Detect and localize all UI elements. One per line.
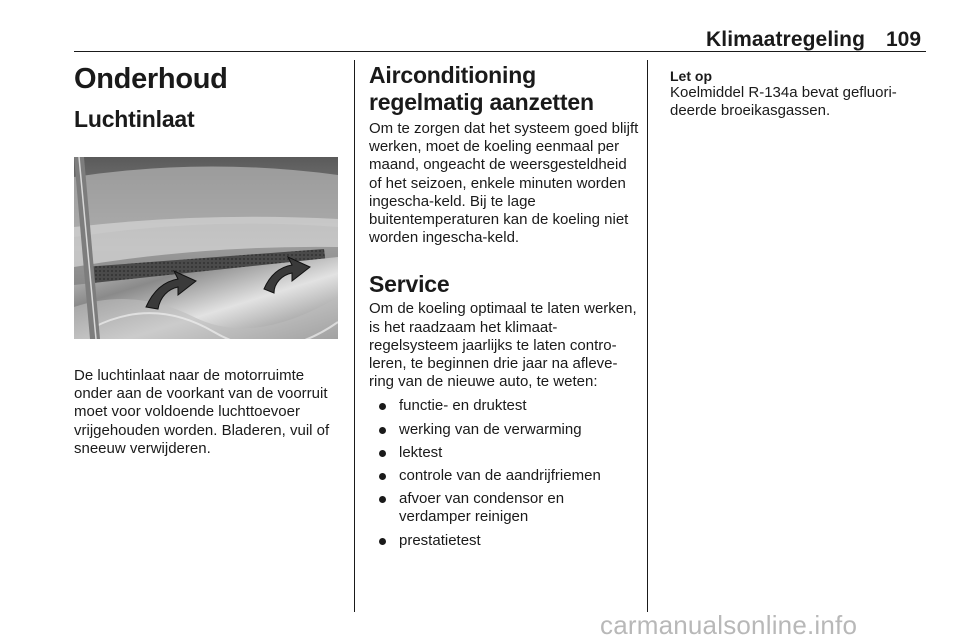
list-item: prestatietest [369,532,639,550]
list-item: afvoer van condensor en verdamper reinigen [369,490,639,526]
list-item: lektest [369,444,639,462]
watermark: carmanualsonline.info [600,610,858,640]
column-middle [369,62,639,555]
bullet-icon [379,538,386,545]
list-item: werking van de verwarming [369,421,639,439]
column-divider [647,60,648,612]
note-heading: Let op [670,68,712,84]
air-inlet-photo [74,157,338,339]
bullet-icon [379,496,386,503]
section-heading: Airconditioning regelmatig aanzetten [369,62,594,115]
subsection-heading: Luchtinlaat [74,106,195,132]
list-item: functie- en druktest [369,397,639,415]
page-number: 109 [886,28,922,51]
service-heading: Service [369,271,450,298]
bullet-icon [379,427,386,434]
section-heading: Onderhoud [74,63,228,95]
header-rule [74,51,926,52]
body-paragraph: Om te zorgen dat het systeem goed blijft werken, moet de koeling eenmaal per maand, ongeacht de weersgesteldheid of het seizoen, enkele minuten worden ingescha-keld. Bij te lage buitentemperaturen kan de koeling niet worden ingescha-keld. [369,120,639,247]
bullet-icon [379,403,386,410]
column-left [74,62,346,458]
column-right [670,68,926,120]
bullet-icon [379,473,386,480]
service-checklist [369,397,639,549]
column-divider [354,60,355,612]
bullet-icon [379,450,386,457]
list-item: controle van de aandrijfriemen [369,467,639,485]
page-header-title: Klimaatregeling [706,28,866,51]
note-text: Koelmiddel R-134a bevat gefluori-deerde broeikasgassen. [670,84,897,120]
body-paragraph: De luchtinlaat naar de motorruimte onder aan de voorkant van de voorruit moet voor voldoende luchttoevoer vrijgehouden worden. Bladeren, vuil of sneeuw verwijderen. [74,367,330,457]
body-paragraph: Om de koeling optimaal te laten werken, is het raadzaam het klimaat-regelsysteem jaarlijks te laten contro-leren, te beginnen drie jaar na afleve-ring van de nieuwe auto, te weten: [369,300,637,391]
